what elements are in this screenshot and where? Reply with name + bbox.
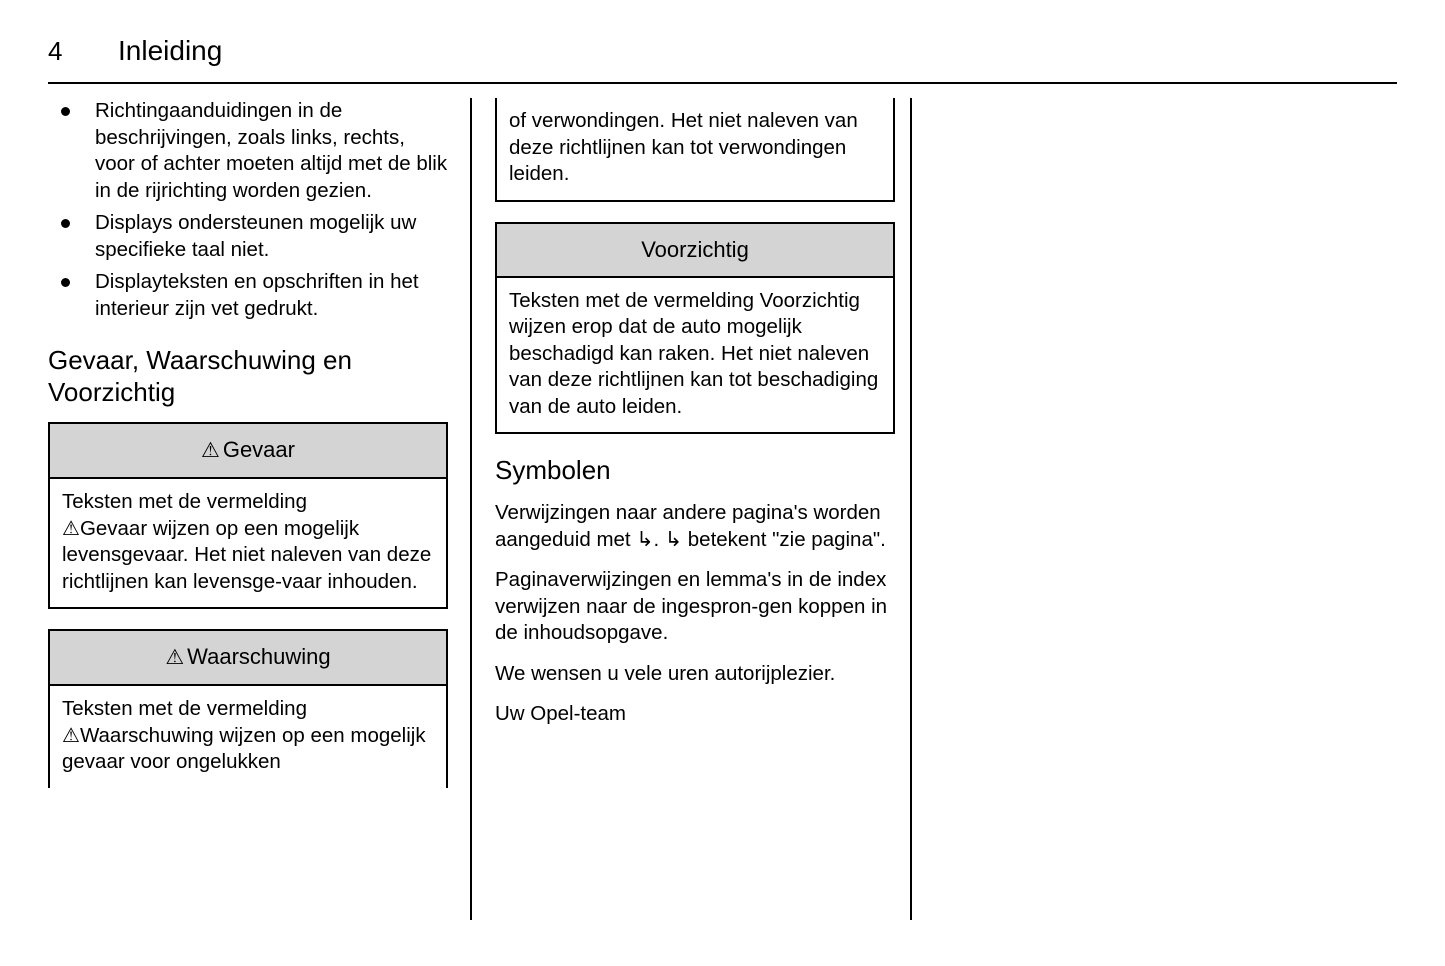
warning-body-text: Waarschuwing wijzen op een mogelijk gevaar voor ongelukken (62, 723, 426, 773)
caution-notice-title: Voorzichtig (497, 224, 893, 278)
signature-paragraph: Uw Opel-team (495, 702, 627, 725)
section-heading-symbols: Symbolen (495, 455, 611, 485)
danger-notice-title (50, 424, 446, 479)
list-item: Displayteksten en opschriften in het interieur zijn vet gedrukt. (48, 269, 448, 322)
intro-bullet-list (48, 98, 448, 322)
warning-triangle-icon: ⚠ (62, 517, 80, 540)
symbols-paragraph: Verwijzingen naar andere pagina's worden aangeduid met ↳. ↳ betekent "zie pagina". (495, 501, 886, 551)
column-divider-1 (470, 98, 472, 920)
warning-notice-body-continued: of verwondingen. Het niet naleven van deze richtlijnen kan tot verwondingen leiden. (509, 109, 858, 185)
caution-notice-box (495, 222, 895, 435)
middle-column (495, 98, 895, 742)
warning-notice-box-continued (495, 98, 895, 202)
list-item: Displays ondersteunen mogelijk uw specifieke taal niet. (48, 210, 448, 263)
page-header (48, 36, 1397, 84)
warning-notice-box (48, 629, 448, 788)
danger-body-prefix: Teksten met de vermelding (62, 490, 307, 513)
closing-paragraph: We wensen u vele uren autorijplezier. (495, 661, 836, 685)
left-column (48, 98, 448, 808)
danger-title-label: Gevaar (222, 437, 295, 462)
page-title: Inleiding (118, 35, 223, 66)
warning-triangle-icon: ⚠ (165, 646, 185, 669)
page-number: 4 (48, 36, 63, 66)
warning-title-label: Waarschuwing (187, 644, 331, 669)
warning-notice-title (50, 631, 446, 686)
section-heading-warnings: Gevaar, Waarschuwing en Voorzichtig (48, 345, 352, 407)
danger-notice-box (48, 422, 448, 609)
danger-body-text: Gevaar wijzen op een mogelijk levensgevaar. Het niet naleven van deze richtlijnen kan levensge-vaar inhouden. (62, 516, 432, 593)
column-divider-2 (910, 98, 912, 920)
warning-notice-body (50, 686, 446, 788)
danger-notice-body (50, 479, 446, 607)
warning-body-prefix: Teksten met de vermelding (62, 697, 307, 720)
warning-triangle-icon: ⚠ (201, 439, 220, 462)
index-paragraph: Paginaverwijzingen en lemma's in de index verwijzen naar de ingespron-gen koppen in de inhoudsopgave. (495, 568, 888, 644)
warning-triangle-icon: ⚠ (62, 724, 80, 747)
list-item: Richtingaanduidingen in de beschrijvingen, zoals links, rechts, voor of achter moeten altijd met de blik in de rijrichting worden gezien. (48, 98, 448, 204)
caution-notice-body: Teksten met de vermelding Voorzichtig wijzen erop dat de auto mogelijk beschadigd kan raken. Het niet naleven van deze richtlijnen kan tot beschadiging van de auto leiden. (509, 288, 879, 418)
